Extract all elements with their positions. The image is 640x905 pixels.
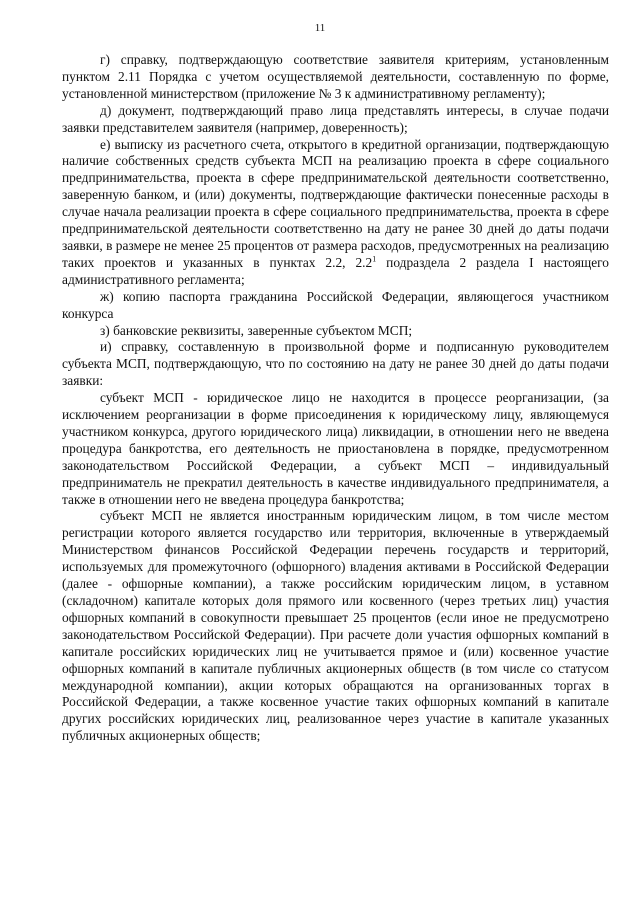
paragraph-offshore: субъект МСП не является иностранным юридическим лицом, в том числе местом регистрации которого является государство или территория, включенные в утверждаемый Министерством финансов Российской Федерации перечень государств и территорий, используемых для промежуточного (офшорного) владения активами в Российской Федерации (далее - офшорные компании), а также российским юридическим лицом, в уставном (складочном) капитале которых доля прямого или косвенного (через третьих лиц) участия офшорных компаний в совокупности превышает 25 процентов (если иное не предусмотрено законодательством Российской Федерации). При расчете доли участия офшорных компаний в капитале российских юридических лиц не учитывается прямое и (или) косвенное участие офшорных компаний в капитале публичных акционерных обществ (в том числе со статусом международной компании), акции которых обращаются на организованных торгах в Российской Федерации, а также косвенное участие таких офшорных компаний в капитале других российских юридических лиц, реализованное через участие в капитале указанных публичных акционерных обществ; (62, 508, 609, 744)
paragraph-e-text: е) выписку из расчетного счета, открытого в кредитной организации, подтверждающую наличие собственных средств субъекта МСП на реализацию проекта в сфере социального предпринимательства, проекта в сфере предпринимательской деятельности соответственно, заверенную банком, и (или) документы, подтверждающие фактически понесенные расходы в случае начала реализации проекта в сфере социального предпринимательства, проекта в сфере предпринимательской деятельности соответственно на дату не ранее 30 дней до даты подачи заявки, в размере не менее 25 процентов от размера расходов, предусмотренных на реализацию таких проектов и указанных в пунктах 2.2, 2.2 (62, 136, 609, 270)
paragraph-i: и) справку, составленную в произвольной форме и подписанную руководителем субъекта МСП, подтверждающую, что по состоянию на дату не ранее 30 дней до даты подачи заявки: (62, 339, 609, 389)
footnote-mark: 1 (372, 254, 377, 264)
page-number: 11 (314, 22, 326, 34)
paragraph-e-tail: подраздела 2 раздела I настоящего административного регламента; (62, 254, 609, 287)
paragraph-g: г) справку, подтверждающую соответствие заявителя критериям, установленным пунктом 2.11 Порядка с учетом осуществляемой деятельности, составленную по форме, установленной министерством (приложение № 3 к административному регламенту); (62, 52, 609, 101)
paragraph-e (62, 137, 609, 289)
paragraph-zh: ж) копию паспорта гражданина Российской Федерации, являющегося участником конкурса (62, 288, 609, 321)
paragraph-reorganization: субъект МСП - юридическое лицо не находится в процессе реорганизации, (за исключением реорганизации в форме присоединения к юридическому лицу, являющемуся участником конкурса, другого юридического лица) ликвидации, в отношении него не введена процедура банкротства, его деятельность не приостановлена в порядке, предусмотренном законодательством Российской Федерации, а субъект МСП – индивидуальный предприниматель не прекратил деятельность в качестве индивидуального предпринимателя, а также в отношении него не введена процедура банкротства; (62, 390, 609, 507)
paragraph-d: д) документ, подтверждающий право лица представлять интересы, в случае подачи заявки представителем заявителя (например, доверенность); (62, 102, 609, 135)
paragraph-z: з) банковские реквизиты, заверенные субъектом МСП; (100, 322, 413, 338)
document-body (62, 52, 609, 745)
